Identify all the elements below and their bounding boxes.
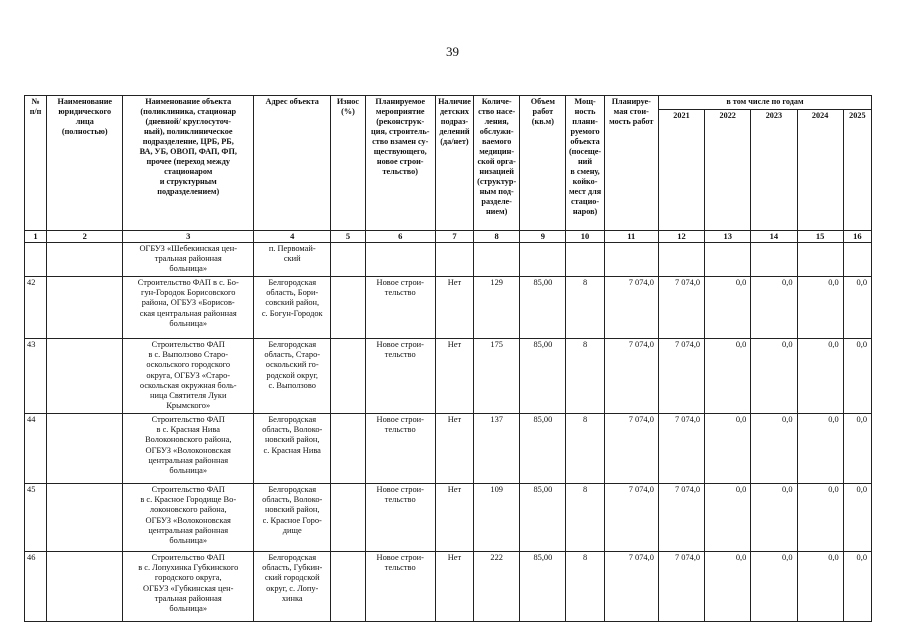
children-units: Нет (435, 414, 473, 484)
cost-2022: 0,0 (705, 277, 751, 339)
table-header (25, 96, 872, 243)
header-work-volume: Объем работ (кв.м) (520, 96, 566, 231)
object-address: Белгородская область, Губкин- ский городской округ, с. Лопу- хинка (254, 552, 331, 622)
cost-2023: 0,0 (751, 484, 797, 552)
header-year-2025: 2025 (843, 110, 871, 231)
header-wear: Износ (%) (331, 96, 365, 231)
cost-2024: 0,0 (797, 277, 843, 339)
population-served: 175 (474, 339, 520, 414)
planned-event: Новое строи- тельство (365, 552, 435, 622)
planned-event: Новое строи- тельство (365, 414, 435, 484)
work-volume: 85,00 (520, 339, 566, 414)
work-volume: 85,00 (520, 484, 566, 552)
table-row (25, 484, 872, 552)
cost-2023: 0,0 (751, 552, 797, 622)
cost-2023 (751, 243, 797, 277)
legal-entity (47, 243, 123, 277)
facilities-table (24, 95, 872, 622)
planned-cost: 7 074,0 (604, 552, 658, 622)
population-served: 129 (474, 277, 520, 339)
object-address: п. Первомай- ский (254, 243, 331, 277)
children-units: Нет (435, 339, 473, 414)
header-capacity: Мощ- ность плани- руемого объекта (посеще- ний в смену, койко- мест для стацио- наров) (566, 96, 604, 231)
cost-2021: 7 074,0 (658, 339, 704, 414)
capacity: 8 (566, 339, 604, 414)
row-number: 44 (25, 414, 47, 484)
header-num: № п/п (25, 96, 47, 231)
planned-event: Новое строи- тельство (365, 339, 435, 414)
object-name: Строительство ФАП в с. Красная Нива Волоконовского района, ОГБУЗ «Волоконовская центральная районная больница» (123, 414, 254, 484)
cost-2022 (705, 243, 751, 277)
cost-2025: 0,0 (843, 414, 871, 484)
column-number: 14 (751, 231, 797, 243)
table-row (25, 414, 872, 484)
capacity: 8 (566, 414, 604, 484)
planned-event: Новое строи- тельство (365, 277, 435, 339)
column-number: 5 (331, 231, 365, 243)
object-address: Белгородская область, Волоко- новский район, с. Красная Нива (254, 414, 331, 484)
planned-cost (604, 243, 658, 277)
column-number: 13 (705, 231, 751, 243)
header-children-units: Наличие детских подраз- делений (да/нет) (435, 96, 473, 231)
column-number: 12 (658, 231, 704, 243)
cost-2025: 0,0 (843, 339, 871, 414)
object-name: Строительство ФАП в с. Красное Городище Во- локоновского района, ОГБУЗ «Волоконовская центральная районная больница» (123, 484, 254, 552)
table-row (25, 277, 872, 339)
cost-2024: 0,0 (797, 552, 843, 622)
column-number: 3 (123, 231, 254, 243)
column-number-row (25, 231, 872, 243)
cost-2024: 0,0 (797, 339, 843, 414)
legal-entity (47, 552, 123, 622)
cost-2024 (797, 243, 843, 277)
population-served: 109 (474, 484, 520, 552)
cost-2021: 7 074,0 (658, 414, 704, 484)
row-number: 46 (25, 552, 47, 622)
column-number: 2 (47, 231, 123, 243)
capacity: 8 (566, 552, 604, 622)
header-year-2024: 2024 (797, 110, 843, 231)
object-address: Белгородская область, Волоко- новский район, с. Красное Горо- дище (254, 484, 331, 552)
object-name: Строительство ФАП в с. Выползово Старо- оскольского городского округа, ОГБУЗ «Старо- оскольская окружная боль- ница Святителя Луки Крымского» (123, 339, 254, 414)
header-legal-entity: Наименование юридического лица (полностью) (47, 96, 123, 231)
column-number: 8 (474, 231, 520, 243)
planned-cost: 7 074,0 (604, 414, 658, 484)
header-year-2023: 2023 (751, 110, 797, 231)
header-address: Адрес объекта (254, 96, 331, 231)
page-number: 39 (446, 44, 459, 59)
cost-2022: 0,0 (705, 414, 751, 484)
cost-2022: 0,0 (705, 339, 751, 414)
population-served: 137 (474, 414, 520, 484)
table-row (25, 339, 872, 414)
cost-2022: 0,0 (705, 484, 751, 552)
work-volume (520, 243, 566, 277)
planned-event (365, 243, 435, 277)
header-planned-event: Планируемое мероприятие (реконструк- ция, строитель- ство взамен су- ществующего, новое строи- тельство) (365, 96, 435, 231)
population-served (474, 243, 520, 277)
column-number: 4 (254, 231, 331, 243)
column-number: 16 (843, 231, 871, 243)
cost-2024: 0,0 (797, 414, 843, 484)
column-number: 10 (566, 231, 604, 243)
column-number: 6 (365, 231, 435, 243)
column-number: 11 (604, 231, 658, 243)
wear-percent (331, 414, 365, 484)
cost-2024: 0,0 (797, 484, 843, 552)
object-name: Строительство ФАП в с. Бо- гун-Городок Борисовского района, ОГБУЗ «Борисов- ская центральная районная больница» (123, 277, 254, 339)
planned-cost: 7 074,0 (604, 277, 658, 339)
header-years-title: в том числе по годам (658, 96, 871, 110)
cost-2022: 0,0 (705, 552, 751, 622)
table-row (25, 552, 872, 622)
legal-entity (47, 484, 123, 552)
cost-2021: 7 074,0 (658, 484, 704, 552)
cost-2025: 0,0 (843, 277, 871, 339)
population-served: 222 (474, 552, 520, 622)
cost-2023: 0,0 (751, 414, 797, 484)
children-units: Нет (435, 277, 473, 339)
work-volume: 85,00 (520, 277, 566, 339)
legal-entity (47, 339, 123, 414)
wear-percent (331, 243, 365, 277)
cost-2021 (658, 243, 704, 277)
column-number: 1 (25, 231, 47, 243)
work-volume: 85,00 (520, 414, 566, 484)
legal-entity (47, 277, 123, 339)
wear-percent (331, 552, 365, 622)
cost-2021: 7 074,0 (658, 277, 704, 339)
row-number (25, 243, 47, 277)
wear-percent (331, 484, 365, 552)
header-population: Количе- ство насе- ления, обслужи- ваемого медицин- ской орга- низацией (структур- ным под- разделе- нием) (474, 96, 520, 231)
row-number: 45 (25, 484, 47, 552)
object-name: ОГБУЗ «Шебекинская цен- тральная районная больница» (123, 243, 254, 277)
column-number: 7 (435, 231, 473, 243)
children-units: Нет (435, 552, 473, 622)
column-number: 9 (520, 231, 566, 243)
table-body (25, 243, 872, 622)
table-row (25, 243, 872, 277)
cost-2025 (843, 243, 871, 277)
children-units: Нет (435, 484, 473, 552)
capacity (566, 243, 604, 277)
object-name: Строительство ФАП в с. Лопухинка Губкинского городского округа, ОГБУЗ «Губкинская цен- тральная районная больница» (123, 552, 254, 622)
legal-entity (47, 414, 123, 484)
children-units (435, 243, 473, 277)
planned-cost: 7 074,0 (604, 339, 658, 414)
object-address: Белгородская область, Бори- совский район, с. Богун-Городок (254, 277, 331, 339)
header-year-2021: 2021 (658, 110, 704, 231)
cost-2025: 0,0 (843, 552, 871, 622)
capacity: 8 (566, 277, 604, 339)
planned-event: Новое строи- тельство (365, 484, 435, 552)
header-object-name: Наименование объекта (поликлиника, стационар (дневной/ круглосуточ- ный), поликлиническое подразделение, ЦРБ, РБ, ВА, УБ, ОВОП, ФАП, ФП, прочее (переход между стационаром и структурным подразделением) (123, 96, 254, 231)
cost-2023: 0,0 (751, 277, 797, 339)
header-planned-cost: Планируе- мая стои- мость работ (604, 96, 658, 231)
work-volume: 85,00 (520, 552, 566, 622)
cost-2025: 0,0 (843, 484, 871, 552)
wear-percent (331, 339, 365, 414)
capacity: 8 (566, 484, 604, 552)
cost-2023: 0,0 (751, 339, 797, 414)
row-number: 42 (25, 277, 47, 339)
header-year-2022: 2022 (705, 110, 751, 231)
planned-cost: 7 074,0 (604, 484, 658, 552)
row-number: 43 (25, 339, 47, 414)
cost-2021: 7 074,0 (658, 552, 704, 622)
object-address: Белгородская область, Старо- оскольский го- родской округ, с. Выползово (254, 339, 331, 414)
wear-percent (331, 277, 365, 339)
column-number: 15 (797, 231, 843, 243)
